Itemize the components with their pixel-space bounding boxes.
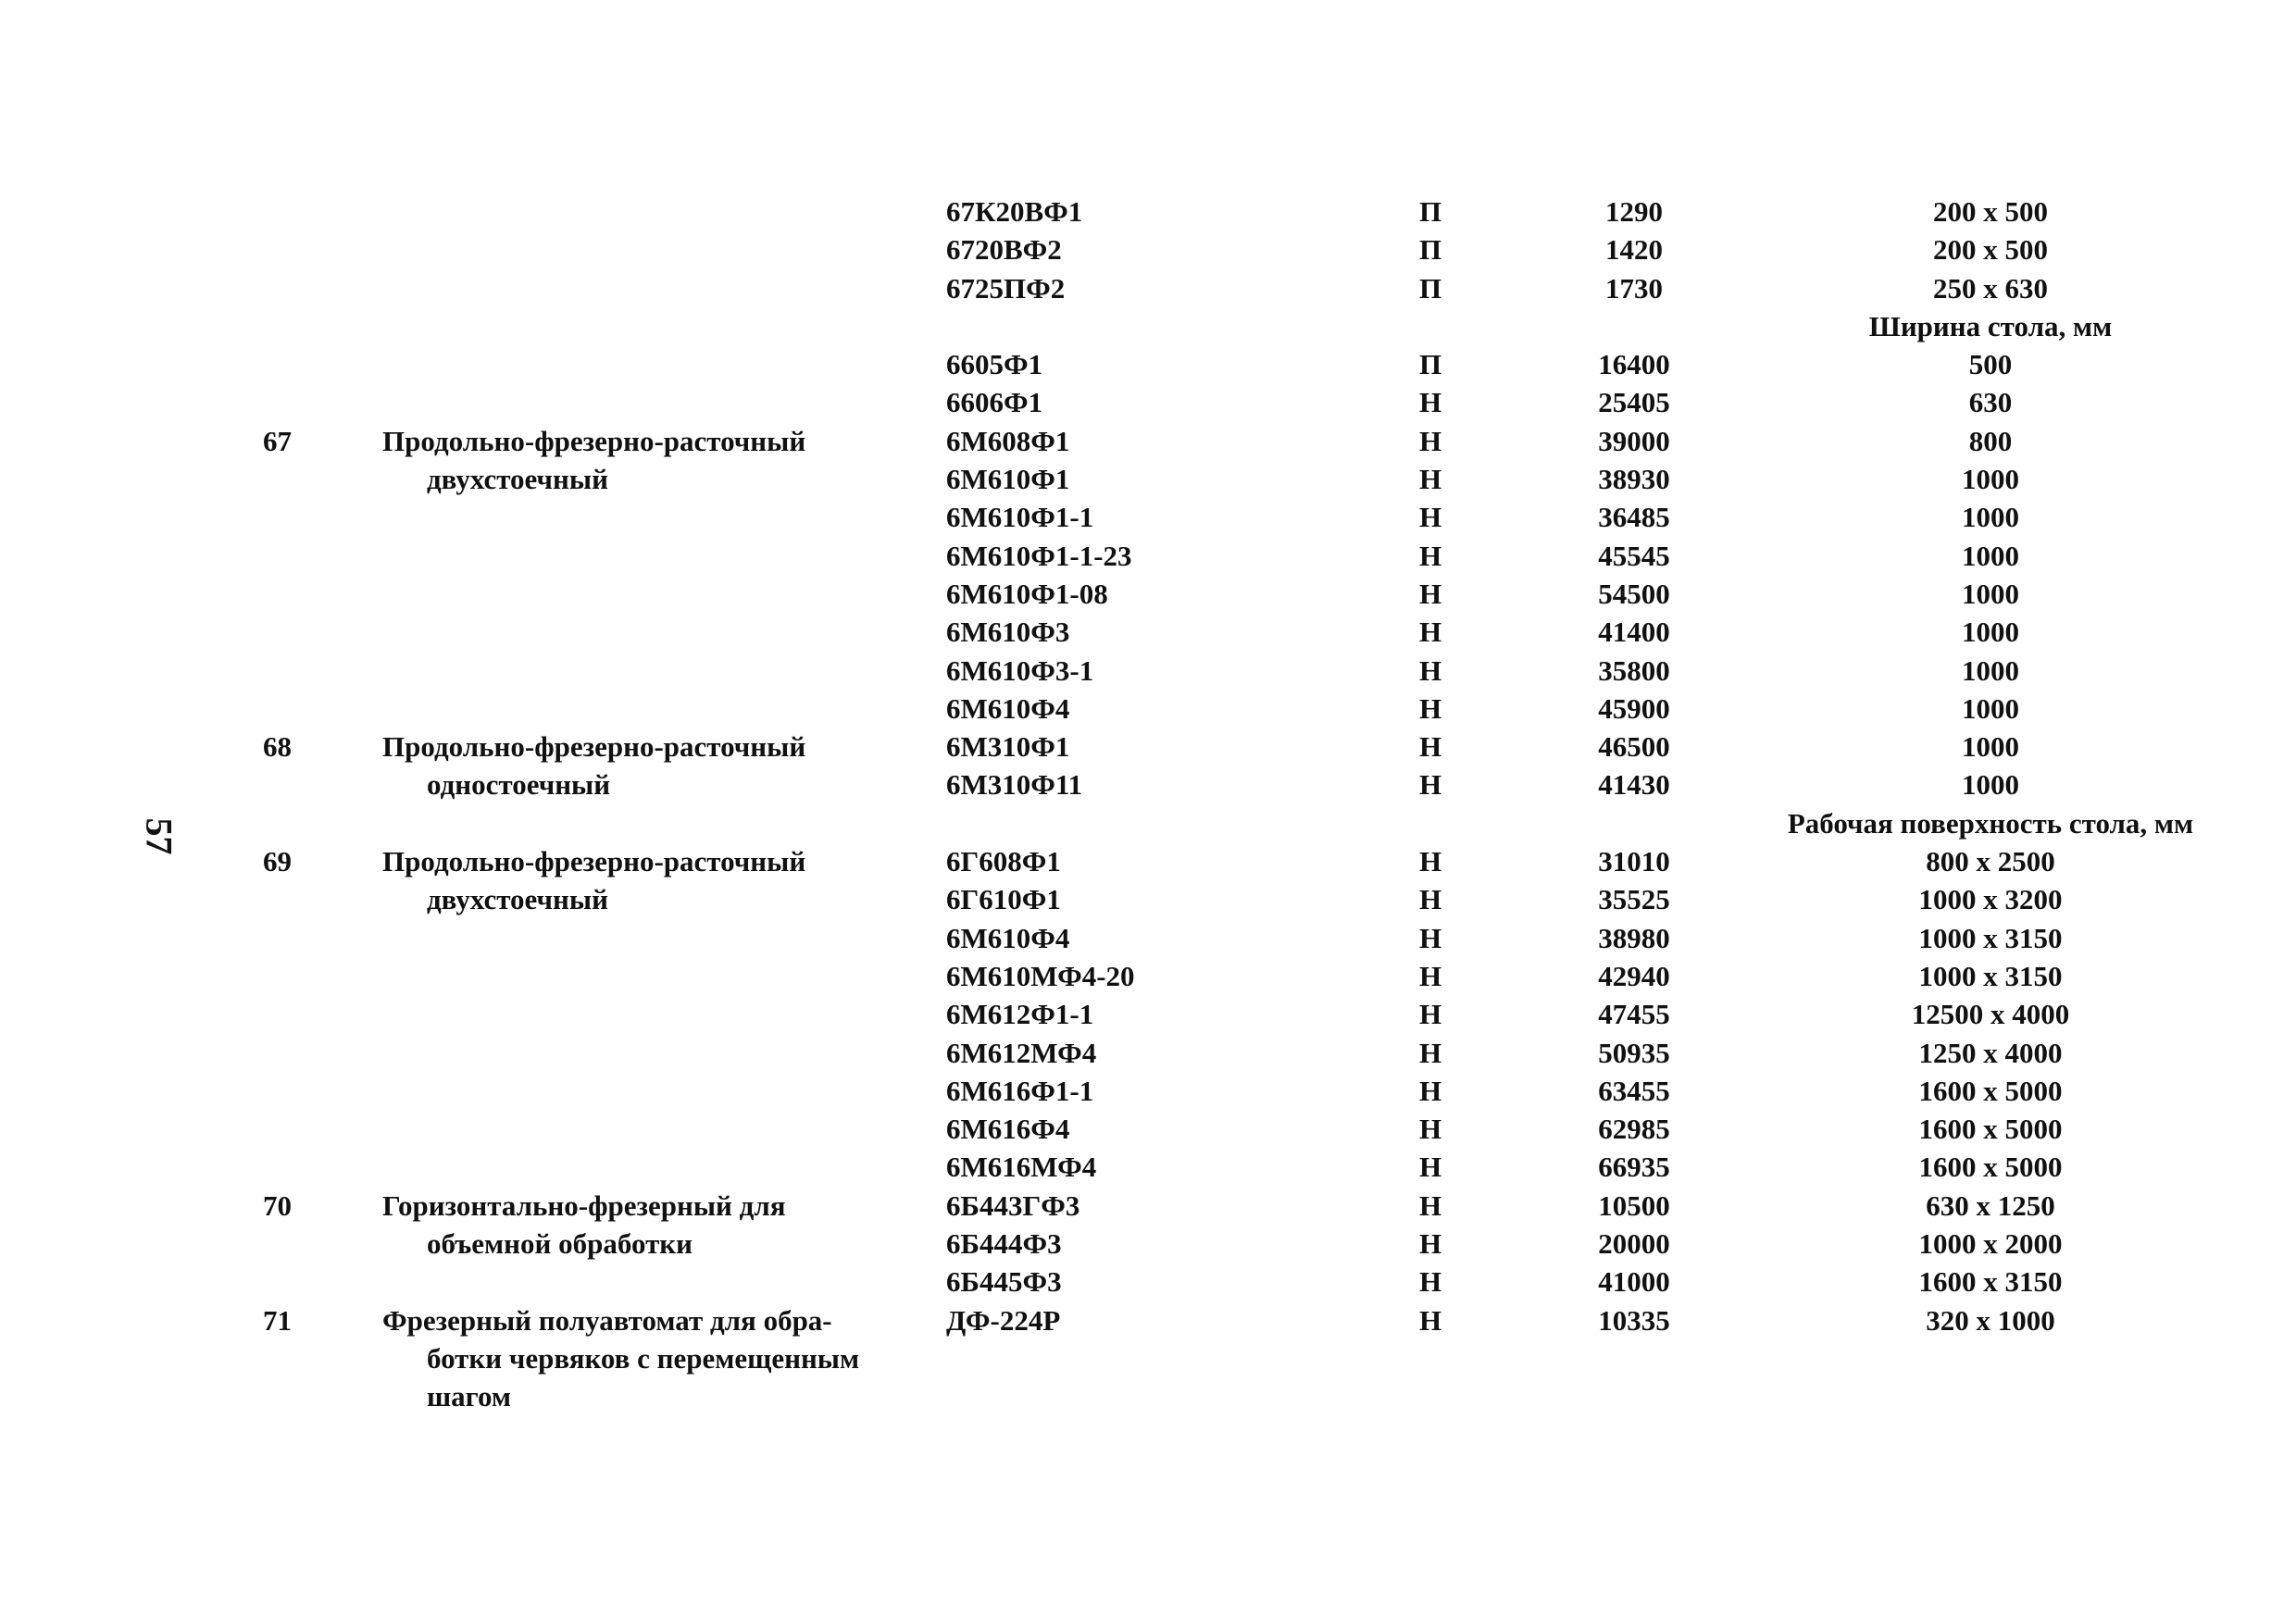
price-value: 31010 [1598, 845, 1670, 878]
parameter-value: 1000 [1962, 768, 2019, 802]
parameter-value: 1000 х 3200 [1918, 883, 2063, 916]
table-row [250, 957, 2194, 995]
model-code: 6М616Ф4 [946, 1113, 1070, 1146]
parameter-value: 1600 х 5000 [1918, 1151, 2063, 1184]
table-row [250, 193, 2194, 230]
parameter-value: 1600 х 5000 [1918, 1074, 2063, 1107]
category-code: Н [1418, 501, 1442, 534]
parameter-value: 1600 х 5000 [1918, 1113, 2063, 1146]
row-number: 71 [263, 1303, 292, 1337]
model-code: 6М608Ф1 [946, 424, 1070, 457]
table-row [250, 537, 2194, 575]
machine-name [382, 460, 901, 498]
category-code: Н [1418, 577, 1442, 610]
model-code: 6725ПФ2 [946, 271, 1066, 305]
parameter-value: 800 х 2500 [1926, 845, 2055, 878]
table-row [250, 575, 2194, 613]
table-row [250, 919, 2194, 957]
table-row [250, 498, 2194, 536]
category-code: Н [1418, 424, 1442, 457]
table-row [250, 1187, 2194, 1225]
model-code: 6Б444Ф3 [946, 1227, 1062, 1261]
model-code: 6М610Ф1-1 [946, 501, 1094, 534]
category-code: Н [1418, 998, 1442, 1031]
price-value: 1730 [1605, 271, 1663, 305]
table-row [250, 460, 2194, 498]
parameter-value: Ширина стола, мм [1868, 309, 2113, 342]
category-code: Н [1418, 1265, 1442, 1299]
model-code: 6М310Ф1 [946, 730, 1070, 764]
category-code: Н [1418, 1227, 1442, 1261]
category-code: Н [1418, 730, 1442, 764]
category-code: Н [1418, 616, 1442, 649]
category-code: Н [1418, 653, 1442, 687]
parameter-value: 1000 х 3150 [1918, 959, 2063, 992]
model-code: 6Г610Ф1 [946, 883, 1061, 916]
price-value: 46500 [1598, 730, 1670, 764]
machine-name [382, 1377, 901, 1415]
price-value: 10500 [1598, 1189, 1670, 1222]
price-value: 20000 [1598, 1227, 1670, 1261]
price-value: 39000 [1598, 424, 1670, 457]
parameter-value: 200 х 500 [1933, 195, 2048, 228]
model-code: 6М612Ф1-1 [946, 998, 1094, 1031]
parameter-value: 800 [1968, 424, 2013, 457]
parameter-value: 1000 [1962, 730, 2019, 764]
parameter-value: 1000 х 3150 [1918, 921, 2063, 954]
machine-name: Продольно-фрезерно-расточный [382, 424, 806, 457]
parameter-value: 500 [1968, 348, 2013, 381]
model-code: 6М610Ф3 [946, 616, 1070, 649]
parameter-value: 1600 х 3150 [1918, 1265, 2063, 1299]
parameter-value: 1000 [1962, 616, 2019, 649]
table-row [250, 1263, 2194, 1301]
machine-name: Горизонтально-фрезерный для [382, 1189, 786, 1222]
category-code: Н [1418, 691, 1442, 725]
table-row [250, 728, 2194, 765]
model-code: 6М610Ф1-08 [946, 577, 1108, 610]
parameter-value: 1000 [1962, 501, 2019, 534]
table-row [250, 1377, 2194, 1415]
price-value: 41400 [1598, 616, 1670, 649]
table-row [250, 842, 2194, 880]
price-value: 38930 [1598, 463, 1670, 496]
category-code: Н [1418, 463, 1442, 496]
table-row [250, 422, 2194, 460]
table-row [250, 880, 2194, 918]
table-row [250, 1301, 2194, 1339]
category-code: Н [1418, 1036, 1442, 1069]
model-code: 6Г608Ф1 [946, 845, 1061, 878]
category-code: Н [1418, 1074, 1442, 1107]
table-row [250, 690, 2194, 728]
parameter-value: 1000 [1962, 463, 2019, 496]
price-value: 36485 [1598, 501, 1670, 534]
table-row [250, 345, 2194, 383]
model-code: 6Б445Ф3 [946, 1265, 1062, 1299]
price-value: 38980 [1598, 921, 1670, 954]
machine-name-continuation: двухстоечный [427, 883, 608, 916]
parameter-value: 1250 х 4000 [1918, 1036, 2063, 1069]
machine-name-continuation: двухстоечный [427, 463, 608, 496]
price-value: 42940 [1598, 959, 1670, 992]
machine-name: Продольно-фрезерно-расточный [382, 730, 806, 764]
model-code: 6М612МФ4 [946, 1036, 1097, 1069]
price-value: 66935 [1598, 1151, 1670, 1184]
price-value: 41000 [1598, 1265, 1670, 1299]
price-value: 35525 [1598, 883, 1670, 916]
price-value: 62985 [1598, 1113, 1670, 1146]
row-number: 67 [263, 424, 292, 457]
row-number: 69 [263, 845, 292, 878]
machine-name-continuation: ботки червяков с перемещенным [427, 1341, 860, 1375]
price-value: 35800 [1598, 653, 1670, 687]
parameter-value: 320 х 1000 [1926, 1303, 2055, 1337]
machine-name [382, 1339, 901, 1377]
category-code: Н [1418, 921, 1442, 954]
machine-name: Фрезерный полуавтомат для обра- [382, 1303, 832, 1337]
price-value: 25405 [1598, 386, 1670, 419]
table-row [250, 1110, 2194, 1148]
model-code: 6М610Ф1-1-23 [946, 539, 1132, 572]
price-value: 54500 [1598, 577, 1670, 610]
model-code: 6605Ф1 [946, 348, 1043, 381]
machine-name [382, 765, 901, 803]
parameter-value: 1000 [1962, 653, 2019, 687]
category-code: Н [1418, 768, 1442, 802]
page-number: 57 [138, 817, 181, 855]
parameter-value: 1000 [1962, 539, 2019, 572]
parameter-value: 200 х 500 [1933, 233, 2048, 267]
model-code: 67К20ВФ1 [946, 195, 1083, 228]
price-value: 10335 [1598, 1303, 1670, 1337]
table-row [250, 1072, 2194, 1110]
model-code: 6М610Ф1 [946, 463, 1070, 496]
parameter-value: Рабочая поверхность стола, мм [1787, 806, 2194, 840]
category-code: Н [1418, 1189, 1442, 1222]
category-code: Н [1418, 539, 1442, 572]
parameter-value: 630 [1968, 386, 2013, 419]
parameter-value: 12500 х 4000 [1911, 998, 2070, 1031]
table-row [250, 307, 2194, 345]
category-code: П [1418, 271, 1442, 305]
category-code: Н [1418, 1113, 1442, 1146]
row-number: 70 [263, 1189, 292, 1222]
parameter-value: 250 х 630 [1933, 271, 2048, 305]
model-code: 6М610МФ4-20 [946, 959, 1135, 992]
parameter-value: 1000 [1962, 577, 2019, 610]
model-code: 6М310Ф11 [946, 768, 1083, 802]
table-row [250, 1148, 2194, 1186]
equipment-table [250, 193, 2194, 1416]
machine-name-continuation: одностоечный [427, 768, 611, 802]
price-value: 47455 [1598, 998, 1670, 1031]
table-row [250, 995, 2194, 1033]
table-row [250, 383, 2194, 421]
table-row [250, 269, 2194, 307]
parameter-value: 630 х 1250 [1926, 1189, 2055, 1222]
category-code: П [1418, 233, 1442, 267]
price-value: 63455 [1598, 1074, 1670, 1107]
category-code: П [1418, 348, 1442, 381]
category-code: Н [1418, 883, 1442, 916]
parameter-value: 1000 х 2000 [1918, 1227, 2063, 1261]
price-value: 16400 [1598, 348, 1670, 381]
parameter-value: 1000 [1962, 691, 2019, 725]
row-number: 68 [263, 730, 292, 764]
table-row [250, 1339, 2194, 1377]
machine-name [382, 880, 901, 918]
price-value: 45900 [1598, 691, 1670, 725]
category-code: Н [1418, 386, 1442, 419]
table-row [250, 804, 2194, 842]
model-code: 6М616Ф1-1 [946, 1074, 1094, 1107]
category-code: Н [1418, 1151, 1442, 1184]
price-value: 41430 [1598, 768, 1670, 802]
machine-name-continuation: объемной обработки [427, 1227, 693, 1261]
price-value: 50935 [1598, 1036, 1670, 1069]
machine-name-continuation: шагом [427, 1380, 512, 1413]
table-row [250, 765, 2194, 803]
category-code: Н [1418, 845, 1442, 878]
machine-name [382, 1225, 901, 1263]
model-code: 6720ВФ2 [946, 233, 1062, 267]
category-code: Н [1418, 959, 1442, 992]
table-row [250, 230, 2194, 268]
model-code: 6М610Ф4 [946, 691, 1070, 725]
table-row [250, 1034, 2194, 1072]
model-code: 6М616МФ4 [946, 1151, 1097, 1184]
model-code: ДФ-224Р [946, 1303, 1061, 1337]
price-value: 1290 [1605, 195, 1663, 228]
category-code: П [1418, 195, 1442, 228]
table-row [250, 652, 2194, 690]
model-code: 6Б443ГФ3 [946, 1189, 1080, 1222]
machine-name: Продольно-фрезерно-расточный [382, 845, 806, 878]
table-row [250, 1225, 2194, 1263]
price-value: 45545 [1598, 539, 1670, 572]
model-code: 6М610Ф3-1 [946, 653, 1094, 687]
model-code: 6606Ф1 [946, 386, 1043, 419]
table-row [250, 613, 2194, 651]
price-value: 1420 [1605, 233, 1663, 267]
category-code: Н [1418, 1303, 1442, 1337]
model-code: 6М610Ф4 [946, 921, 1070, 954]
